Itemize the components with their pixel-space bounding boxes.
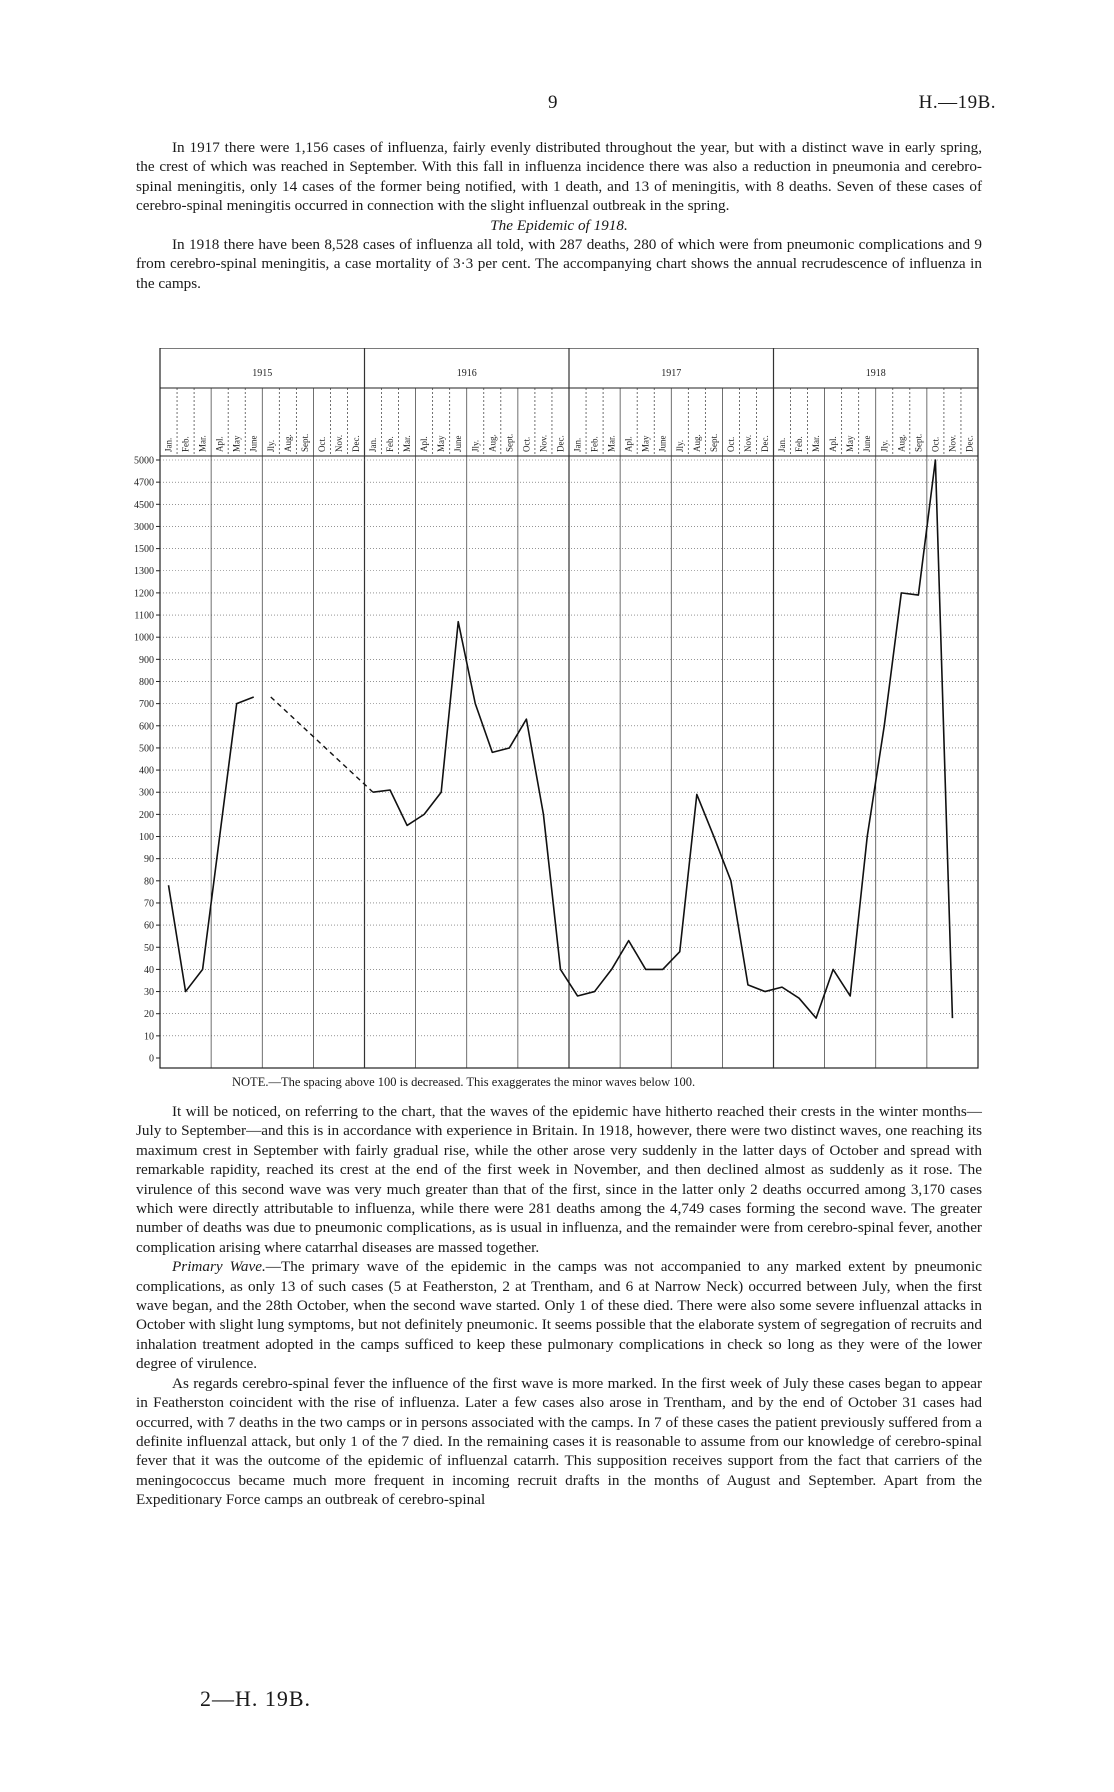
y-tick-label: 200 — [139, 809, 154, 821]
month-label: Jly. — [470, 439, 481, 452]
year-label: 1917 — [661, 368, 682, 379]
page-number: 9 — [548, 92, 558, 113]
document-code: H.—19B. — [918, 92, 996, 113]
month-label: June — [453, 435, 464, 452]
top-text-block — [136, 138, 982, 293]
y-tick-label: 4700 — [134, 477, 154, 489]
month-label: Dec. — [555, 435, 566, 452]
primary-wave-label: Primary Wave. — [172, 1258, 266, 1276]
month-label: Jly. — [879, 439, 890, 452]
month-label: Dec. — [964, 435, 975, 452]
month-label: Apl. — [828, 436, 839, 452]
y-tick-label: 1000 — [134, 632, 154, 644]
y-tick-label: 1300 — [134, 566, 154, 578]
month-label: Aug. — [691, 434, 702, 452]
y-tick-label: 5000 — [134, 455, 154, 467]
paragraph-primary-wave — [136, 1257, 982, 1373]
month-label: May — [640, 435, 651, 452]
month-label: Apl. — [623, 436, 634, 452]
month-label: Oct. — [521, 436, 532, 452]
month-label: Feb. — [385, 436, 396, 452]
year-label: 1916 — [456, 368, 477, 379]
month-label: Feb. — [180, 436, 191, 452]
y-tick-label: 20 — [144, 1009, 154, 1021]
y-tick-label: 1200 — [134, 588, 154, 600]
month-label: Dec. — [350, 435, 361, 452]
month-label: June — [248, 435, 259, 452]
month-label: Nov. — [538, 434, 549, 452]
y-tick-label: 700 — [139, 699, 154, 711]
month-label: Apl. — [419, 436, 430, 452]
month-label: Dec. — [759, 435, 770, 452]
month-label: Jly. — [674, 439, 685, 452]
chart-note: NOTE.—The spacing above 100 is decreased. This exaggerates the minor waves below 100. — [232, 1075, 696, 1089]
paragraph-cerebro-spinal: As regards cerebro-spinal fever the influence of the first wave is more marked. In the first week of July these cases began to appear in Featherston coincident with the rise of influenza. Later a few cases also arose in Trentham, and by the end of October 31 cases had occurred, with 7 deaths in the two camps or in persons associated with the camps. In 7 of these cases the patient previously suffered from a definite influenzal attack, but only 1 of the 7 died. In the remaining cases it is reasonable to assume from our knowledge of cerebro-spinal fever that it was the outcome of the epidemic of influenzal catarrh. This supposition receives support from the fact that carriers of the meningococcus became much more frequent in incoming recruit drafts in the months of August and September. Apart from the Expeditionary Force camps an outbreak of cerebro-spinal — [136, 1374, 982, 1509]
month-label: Jan. — [368, 437, 379, 452]
month-label: Mar. — [811, 435, 822, 452]
y-tick-label: 10 — [144, 1031, 154, 1043]
month-label: Nov. — [742, 434, 753, 452]
month-label: Jan. — [777, 437, 788, 452]
y-tick-label: 100 — [139, 832, 154, 844]
footer-code: 2—H. 19B. — [200, 1686, 312, 1711]
month-label: Mar. — [197, 435, 208, 452]
influenza-chart — [120, 348, 1000, 1096]
y-tick-label: 40 — [144, 964, 154, 976]
month-label: Jly. — [265, 439, 276, 452]
y-tick-label: 300 — [139, 787, 154, 799]
paragraph-1918: In 1918 there have been 8,528 cases of influenza all told, with 287 deaths, 280 of which were from pneumonic complications and 9 from cerebro-spinal meningitis, a case mortality of 3·3 per cent. The accompanying chart shows the annual recrudescence of influenza in the camps. — [136, 236, 982, 292]
y-tick-label: 3000 — [134, 521, 154, 533]
month-label: May — [231, 435, 242, 452]
y-tick-label: 900 — [139, 654, 154, 666]
paragraph-1917: In 1917 there were 1,156 cases of influenza, fairly evenly distributed throughout the year, but with a distinct wave in early spring, the crest of which was reached in September. With this fall in influenza incidence there was also a reduction in pneumonia and cerebro-spinal meningitis, only 14 cases of the former being notified, with 1 death, and 13 of meningitis, with 8 deaths. Seven of these cases of cerebro-spinal meningitis occurred in connection with the slight influenzal outbreak in the spring. — [136, 139, 982, 215]
y-tick-label: 800 — [139, 676, 154, 688]
section-heading: The Epidemic of 1918. — [490, 216, 628, 234]
month-label: Apl. — [214, 436, 225, 452]
year-label: 1915 — [252, 368, 273, 379]
month-label: May — [436, 435, 447, 452]
y-tick-label: 80 — [144, 876, 154, 888]
chart-svg — [120, 348, 1000, 1096]
month-label: Mar. — [606, 435, 617, 452]
month-label: Oct. — [316, 436, 327, 452]
y-tick-label: 500 — [139, 743, 154, 755]
month-label: Oct. — [725, 436, 736, 452]
month-label: Feb. — [589, 436, 600, 452]
month-label: Aug. — [282, 434, 293, 452]
month-label: Sept. — [504, 433, 515, 452]
month-label: Sept. — [913, 433, 924, 452]
month-label: Nov. — [333, 434, 344, 452]
y-tick-label: 1100 — [134, 610, 154, 622]
month-label: Aug. — [896, 434, 907, 452]
month-label: Jan. — [163, 437, 174, 452]
y-tick-label: 90 — [144, 854, 154, 866]
year-label: 1918 — [865, 368, 886, 379]
month-label: Nov. — [947, 434, 958, 452]
month-label: Oct. — [930, 436, 941, 452]
y-tick-label: 50 — [144, 942, 154, 954]
y-tick-label: 600 — [139, 721, 154, 733]
y-tick-label: 0 — [149, 1053, 154, 1065]
month-label: Sept. — [708, 433, 719, 452]
month-label: May — [845, 435, 856, 452]
solid-series-line — [373, 460, 952, 1018]
month-label: June — [862, 435, 873, 452]
month-label: Aug. — [487, 434, 498, 452]
month-label: Feb. — [794, 436, 805, 452]
bottom-text-block — [136, 1102, 982, 1510]
y-tick-label: 70 — [144, 898, 154, 910]
y-tick-label: 60 — [144, 920, 154, 932]
y-tick-label: 30 — [144, 987, 154, 999]
y-tick-label: 4500 — [134, 499, 154, 511]
month-label: Sept. — [299, 433, 310, 452]
month-label: Mar. — [402, 435, 413, 452]
y-tick-label: 400 — [139, 765, 154, 777]
month-label: Jan. — [572, 437, 583, 452]
primary-wave-text: —The primary wave of the epidemic in the camps was not accompanied to any marked extent by pneumonic complications, as only 13 of such cases (5 at Featherston, 2 at Trentham, and 6 at Narrow Neck) occurred between July, when the first wave began, and the 28th October, when the second wave started. Only 1 of these died. There were also some severe influenzal attacks in October with slight lung symptoms, but not definitely pneumonic. It seems possible that the elaborate system of segregation of recruits and inhalation treatment adopted in the camps sufficed to keep these pulmonary complications in check so long as they were of the lower degree of virulence. — [136, 1258, 983, 1373]
month-label: June — [657, 435, 668, 452]
paragraph-waves: It will be noticed, on referring to the chart, that the waves of the epidemic have hitherto reached their crests in the winter months—July to September—and this is in accordance with experience in Britain. In 1918, however, there were two distinct waves, one reaching its maximum crest in September with fairly gradual rise, while the other arose very suddenly in the latter days of October and spread with remarkable rapidity, reached its crest at the end of the first week in November, and then declined almost as suddenly as it rose. The virulence of this second wave was very much greater than that of the first, since in the latter only 2 deaths occurred among 3,170 cases which were directly attributable to influenza, while there were 281 deaths among the 4,749 cases forming the second wave. The greater number of deaths was due to pneumonic complications, as is usual in influenza, and the remainder were from cerebro-spinal fever, another complication arising where catarrhal diseases are massed together. — [136, 1103, 982, 1256]
dashed-series-line — [271, 697, 373, 792]
y-tick-label: 1500 — [134, 544, 154, 556]
